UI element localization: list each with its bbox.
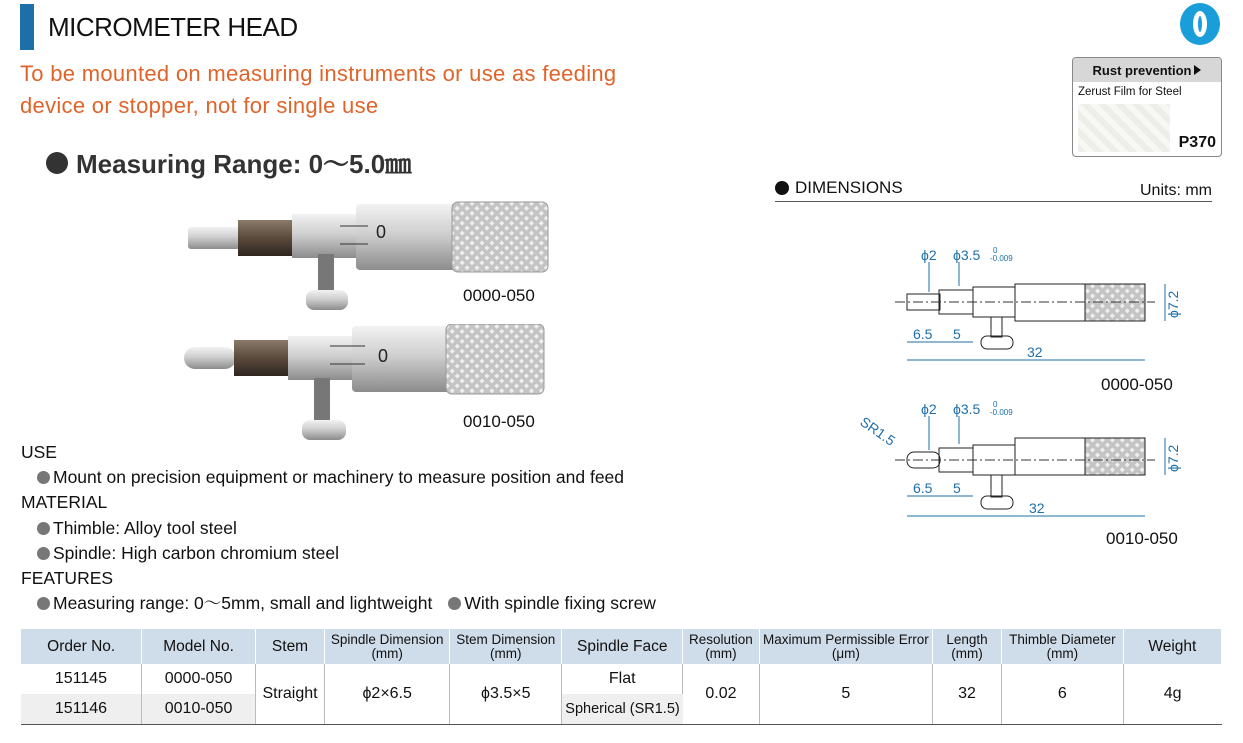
title-bar [20, 4, 298, 50]
model-no: 0000-050 [142, 664, 255, 694]
photo-caption-0000-050: 0000-050 [463, 286, 535, 305]
weight-cell: 4g [1123, 664, 1221, 724]
thimble-mark: 0 [376, 222, 387, 242]
svg-text:5: 5 [953, 480, 961, 496]
bullet-icon [448, 597, 461, 610]
dimensions-title: DIMENSIONS [795, 177, 903, 197]
resolution-cell: 0.02 [683, 664, 760, 724]
svg-text:ϕ3.5: ϕ3.5 [953, 247, 981, 263]
measuring-range-heading [46, 144, 411, 181]
spindle-face: Spherical (SR1.5) [562, 694, 683, 724]
svg-text:ϕ2: ϕ2 [921, 247, 937, 263]
col-spindle-face: Spindle Face [562, 629, 683, 664]
stem-cell: Straight [255, 664, 324, 724]
svg-text:0000-050: 0000-050 [1101, 375, 1173, 394]
feature-item: With spindle fixing screw [464, 593, 656, 614]
play-arrow-icon [1194, 65, 1201, 75]
col-weight: Weight [1123, 629, 1221, 664]
order-no: 151145 [21, 664, 142, 694]
material-item: Spindle: High carbon chromium steel [21, 541, 656, 566]
material-item: Thimble: Alloy tool steel [21, 516, 656, 541]
photo-caption-0010-050: 0010-050 [463, 412, 535, 431]
title-accent [20, 4, 34, 50]
rust-prevention-label: Rust prevention [1092, 62, 1192, 78]
svg-text:ϕ7.2: ϕ7.2 [1165, 444, 1181, 472]
svg-text:32: 32 [1029, 500, 1045, 516]
col-stem: Stem [255, 629, 324, 664]
svg-text:ϕ7.2: ϕ7.2 [1165, 290, 1181, 318]
dimensions-header [775, 174, 1212, 202]
bullet-icon [37, 547, 50, 560]
use-heading: USE [21, 442, 57, 462]
page-title: MICROMETER HEAD [48, 11, 298, 42]
col-mpe: Maximum Permissible Error (μm) [759, 629, 932, 664]
svg-text:6.5: 6.5 [913, 480, 933, 496]
svg-text:ϕ3.5: ϕ3.5 [953, 401, 981, 417]
dimension-drawing-0000-050 [855, 244, 1215, 394]
spindle-face: Flat [562, 664, 683, 694]
film-swatch-image [1078, 104, 1170, 152]
bullet-icon [46, 152, 68, 174]
spec-table [20, 629, 1222, 725]
bullet-icon [37, 597, 50, 610]
table-header-row [21, 629, 1222, 664]
bullet-icon [775, 181, 789, 195]
feature-item: Measuring range: 0～5mm, small and lightweight [53, 593, 433, 614]
spindle-dim-cell: ϕ2×6.5 [325, 664, 450, 724]
page-subtitle: To be mounted on measuring instruments or use as feeding device or stopper, not for single use [20, 61, 617, 118]
col-spindle-dim: Spindle Dimension (mm) [325, 629, 450, 664]
col-order: Order No. [21, 629, 142, 664]
rust-product-name: Zerust Film for Steel [1078, 86, 1182, 98]
mpe-cell: 5 [759, 664, 932, 724]
rust-prevention-header [1073, 58, 1221, 82]
svg-text:ϕ2: ϕ2 [921, 401, 937, 417]
rust-product-code: P370 [1178, 134, 1216, 151]
model-no: 0010-050 [142, 694, 255, 724]
bullet-icon [37, 471, 50, 484]
svg-text:6.5: 6.5 [913, 326, 933, 342]
col-length: Length (mm) [932, 629, 1001, 664]
dimension-drawing-0010-050 [855, 398, 1215, 553]
rust-prevention-box[interactable] [1072, 57, 1222, 157]
o-logo-icon [1180, 3, 1220, 45]
col-resolution: Resolution (mm) [683, 629, 760, 664]
bullet-icon [37, 522, 50, 535]
product-info [21, 440, 656, 616]
col-thimble: Thimble Diameter (mm) [1002, 629, 1124, 664]
col-stem-dim: Stem Dimension (mm) [450, 629, 562, 664]
stem-dim-cell: ϕ3.5×5 [450, 664, 562, 724]
svg-text:SR1.5: SR1.5 [857, 413, 899, 449]
length-cell: 32 [932, 664, 1001, 724]
thimble-mark: 0 [378, 346, 389, 366]
table-row [21, 664, 1222, 694]
col-model: Model No. [142, 629, 255, 664]
use-item: Mount on precision equipment or machinery to measure position and feed [21, 465, 656, 490]
svg-text:32: 32 [1027, 344, 1043, 360]
svg-text:-0.009: -0.009 [990, 408, 1013, 417]
svg-text:0010-050: 0010-050 [1106, 529, 1178, 548]
material-heading: MATERIAL [21, 492, 108, 513]
measuring-range-text: Measuring Range: 0～5.0㎜ [76, 149, 412, 179]
svg-text:-0.009: -0.009 [990, 254, 1013, 263]
svg-text:0: 0 [993, 400, 998, 409]
order-no: 151146 [21, 694, 142, 724]
svg-text:0: 0 [993, 246, 998, 255]
svg-text:5: 5 [953, 326, 961, 342]
thimble-cell: 6 [1002, 664, 1124, 724]
features-heading: FEATURES [21, 568, 114, 589]
units-label: Units: mm [1140, 181, 1212, 199]
features-list [21, 591, 656, 616]
